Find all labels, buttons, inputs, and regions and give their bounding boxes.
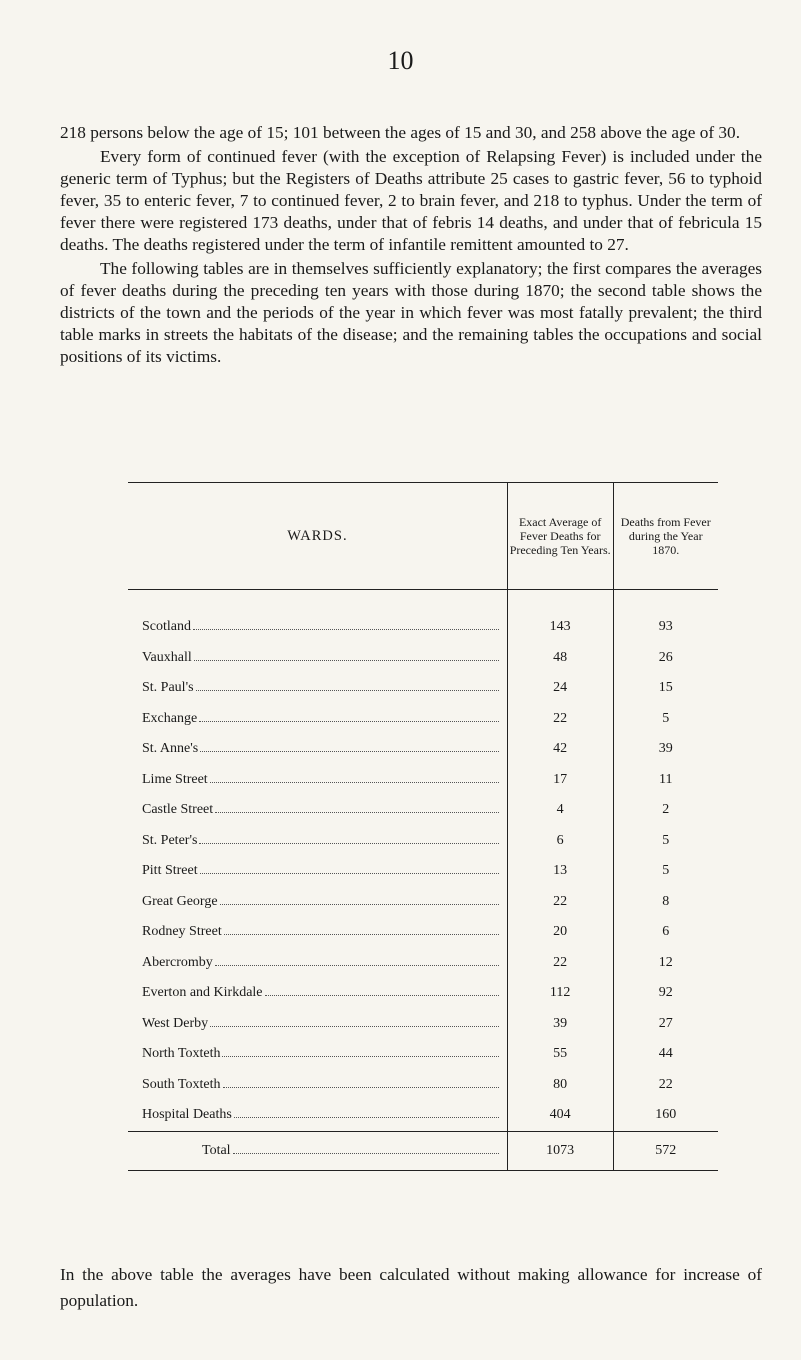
table-row [128, 978, 718, 1009]
ward-name-cell [128, 917, 507, 948]
dot-leader [200, 873, 499, 874]
ward-name: West Derby [142, 1015, 209, 1031]
ward-name-cell [128, 948, 507, 979]
deaths-value: 93 [613, 590, 718, 643]
header-deaths-1870: Deaths from Fever during the Year 1870. [613, 483, 718, 590]
average-value: 404 [507, 1100, 613, 1131]
ward-name-cell [128, 795, 507, 826]
ward-name: Pitt Street [142, 863, 198, 879]
dot-leader [222, 1056, 498, 1057]
footnote-text [60, 1262, 762, 1314]
average-value: 6 [507, 826, 613, 857]
dot-leader [233, 1153, 499, 1154]
dot-leader [210, 782, 499, 783]
ward-name-cell [128, 590, 507, 643]
table-row [128, 765, 718, 796]
table-row [128, 1070, 718, 1101]
paragraph-1: 218 persons below the age of 15; 101 between the ages of 15 and 30, and 258 above the age of 30. [60, 123, 741, 142]
ward-name: Great George [142, 893, 218, 909]
deaths-value: 2 [613, 795, 718, 826]
dot-leader [265, 995, 499, 996]
footnote-paragraph: In the above table the averages have been calculated without making allowance for increase of population. [60, 1265, 762, 1310]
table-row [128, 795, 718, 826]
deaths-value: 22 [613, 1070, 718, 1101]
ward-name-cell [128, 826, 507, 857]
total-average: 1073 [507, 1131, 613, 1170]
ward-name: North Toxteth [142, 1046, 221, 1062]
body-text [60, 122, 762, 370]
table-row [128, 887, 718, 918]
ward-name: Castle Street [142, 802, 214, 818]
average-value: 22 [507, 948, 613, 979]
table-header-row [128, 483, 718, 590]
table-row [128, 673, 718, 704]
deaths-value: 92 [613, 978, 718, 1009]
ward-name: Hospital Deaths [142, 1107, 232, 1123]
total-deaths: 572 [613, 1131, 718, 1170]
table-row [128, 826, 718, 857]
average-value: 24 [507, 673, 613, 704]
dot-leader [224, 934, 499, 935]
total-label: Total [202, 1142, 231, 1158]
table-total-row [128, 1131, 718, 1170]
average-value: 55 [507, 1039, 613, 1070]
ward-name-cell [128, 734, 507, 765]
ward-name: Abercromby [142, 954, 213, 970]
deaths-value: 27 [613, 1009, 718, 1040]
average-value: 39 [507, 1009, 613, 1040]
dot-leader [196, 690, 499, 691]
table-row [128, 704, 718, 735]
table-row [128, 1009, 718, 1040]
deaths-value: 160 [613, 1100, 718, 1131]
header-wards: WARDS. [128, 483, 507, 590]
ward-name-cell [128, 978, 507, 1009]
fever-deaths-table [128, 482, 718, 1171]
ward-name-cell [128, 1070, 507, 1101]
deaths-value: 5 [613, 704, 718, 735]
ward-name-cell [128, 673, 507, 704]
average-value: 22 [507, 887, 613, 918]
ward-name: St. Anne's [142, 741, 199, 757]
deaths-value: 5 [613, 856, 718, 887]
deaths-value: 11 [613, 765, 718, 796]
ward-name-cell [128, 704, 507, 735]
ward-name: Exchange [142, 710, 198, 726]
deaths-value: 15 [613, 673, 718, 704]
dot-leader [194, 660, 499, 661]
ward-name: Rodney Street [142, 924, 222, 940]
ward-name-cell [128, 856, 507, 887]
average-value: 4 [507, 795, 613, 826]
deaths-value: 44 [613, 1039, 718, 1070]
dot-leader [215, 812, 499, 813]
ward-name: Everton and Kirkdale [142, 985, 263, 1001]
average-value: 42 [507, 734, 613, 765]
table-row [128, 734, 718, 765]
ward-name-cell [128, 887, 507, 918]
ward-name-cell [128, 1009, 507, 1040]
dot-leader [199, 843, 498, 844]
deaths-value: 6 [613, 917, 718, 948]
ward-name: St. Peter's [142, 832, 198, 848]
dot-leader [215, 965, 499, 966]
deaths-value: 8 [613, 887, 718, 918]
dot-leader [199, 721, 499, 722]
ward-name: Vauxhall [142, 649, 192, 665]
average-value: 143 [507, 590, 613, 643]
table-row [128, 948, 718, 979]
average-value: 17 [507, 765, 613, 796]
table-row [128, 917, 718, 948]
ward-name: Lime Street [142, 771, 208, 787]
ward-name-cell [128, 643, 507, 674]
dot-leader [193, 629, 499, 630]
average-value: 22 [507, 704, 613, 735]
ward-name: South Toxteth [142, 1076, 221, 1092]
dot-leader [200, 751, 499, 752]
deaths-value: 39 [613, 734, 718, 765]
header-average: Exact Average of Fever Deaths for Preceding Ten Years. [507, 483, 613, 590]
ward-name-cell [128, 1100, 507, 1131]
ward-name-cell [128, 1039, 507, 1070]
table-row [128, 856, 718, 887]
ward-name: Scotland [142, 619, 191, 635]
dot-leader [220, 904, 499, 905]
average-value: 80 [507, 1070, 613, 1101]
table-row [128, 643, 718, 674]
ward-name: St. Paul's [142, 680, 194, 696]
dot-leader [234, 1117, 499, 1118]
dot-leader [210, 1026, 499, 1027]
total-label-cell [128, 1131, 507, 1170]
average-value: 20 [507, 917, 613, 948]
table-row [128, 590, 718, 643]
paragraph-2: Every form of continued fever (with the exception of Relapsing Fever) is included under the generic term of Typhus; but the Registers of Deaths attribute 25 cases to gastric fever, 56 to typhoid fever, 35 to enteric fever, 7 to continued fever, 2 to brain fever, and 218 to typhus. Under the term of fever there were registered 173 deaths, under that of febris 14 deaths, and under that of febricula 15 deaths. The deaths registered under the term of infantile remittent amounted to 27. [60, 147, 762, 254]
ward-name-cell [128, 765, 507, 796]
table-body [128, 590, 718, 1132]
average-value: 112 [507, 978, 613, 1009]
average-value: 48 [507, 643, 613, 674]
table-row [128, 1100, 718, 1131]
deaths-value: 12 [613, 948, 718, 979]
deaths-value: 5 [613, 826, 718, 857]
paragraph-3: The following tables are in themselves sufficiently explanatory; the first compares the averages of fever deaths during the preceding ten years with those during 1870; the second table shows the districts of the town and the periods of the year in which fever was most fatally prevalent; the third table marks in streets the habitats of the disease; and the remaining tables the occupations and social positions of its victims. [60, 259, 762, 366]
deaths-value: 26 [613, 643, 718, 674]
page-number: 10 [387, 46, 414, 75]
table-row [128, 1039, 718, 1070]
dot-leader [223, 1087, 499, 1088]
average-value: 13 [507, 856, 613, 887]
